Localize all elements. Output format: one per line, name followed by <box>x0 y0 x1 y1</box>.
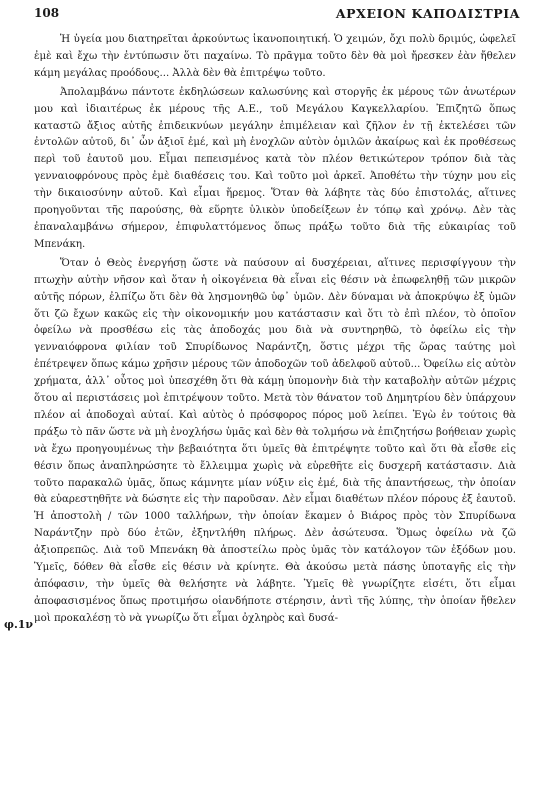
page-header <box>34 6 520 24</box>
page-number: 108 <box>34 6 60 20</box>
paragraph-3: Ὅταν ὁ Θεὸς ἐνεργήσῃ ὥστε νὰ παύσουν αἱ δυσχέρειαι, αἵτινες περισφίγγουν τὴν πτωχὴν αὐτὴν νῆσον καὶ ὅταν ἡ οἰκογένεια θὰ εἶναι εἰς θέσιν νὰ ἐπωφεληθῇ τῶν μικρῶν αὐτῆς πόρων, ἐλπίζω ὅτι δὲν θὰ λησμονηθῶ ὑφ᾽ ὑμῶν. Δὲν δύναμαι νὰ ἀποκρύψω ἐξ ὑμῶν ὅτι ζῶ ἔχων κακῶς εἰς τὴν οἰκονομικήν μου κατάστασιν καὶ ὅτι τὸ ἐπὶ πλέον, τὸ ὁποῖον ὀφείλω νὰ προσθέσω εἰς τὰς ἀποδοχάς μου διὰ νὰ συντηρηθῶ, τὸ ὀφείλω εἰς τὴν γενναιόφρονα φιλίαν τοῦ Σπυρίδωνος Ναράντζη, ὅστις μέχρι τῆς ὥρας ταύτης μοὶ ἐπέτρεψεν ὅπως κάμω χρῆσιν μέρους τῶν ἀποδοχῶν τοῦ ἀδελφοῦ αὐτοῦ... Ὀφείλω εἰς αὐτὸν χρήματα, ἀλλ᾽ οὗτος μοὶ ὑπεσχέθη ὅτι θὰ κάμῃ ὑπομονὴν διὰ τὴν καταβολὴν αὐτῶν μέχρις ὅτου αἱ περιστάσεις μοὶ ἐπιτρέψουν τοῦτο. Μετὰ τὸν θάνατον τοῦ Δημητρίου δὲν ὑπάρχουν πλέον αἱ ἀποδοχαὶ αὐταί. Καὶ αὐτὸς ὁ πρόσφορος πόρος μοῦ λείπει. Ἐγὼ ἐν τούτοις θὰ πράξω τὸ πᾶν ὥστε νὰ μὴ ἐνοχλήσω ὑμᾶς καὶ δὲν θὰ τολμήσω νὰ ἐπιζητήσω βοήθειαν χωρὶς νὰ ἔχω προηγουμένως τὴν βεβαιότητα ὅτι ὑμεῖς θὰ ἐπιτρέψητε τοῦτο καὶ ὅτι θὰ εἶσθε εἰς θέσιν ὅπως ἀναπληρώσητε τὸ ἔλλειμμα χωρὶς νὰ εὑρεθῆτε εἰς δυσχερῆ κατάστασιν. Διὰ τοῦτο παρακαλῶ ὑμᾶς, ὅπως κάμνητε μίαν νύξιν εἰς ἐμέ, διὰ τῆς ἀπαντήσεως, τὴν ὁποίαν θὰ εὐαρεστηθῆτε νὰ δώσητε εἰς τὴν παροῦσαν. Δὲν εἶμαι διαθέτων πλέον πόρους ἐξ ἑαυτοῦ. Ἡ ἀποστολὴ / τῶν 1000 ταλλήρων, τὴν ὁποίαν ἔκαμεν ὁ Βιάρος πρὸς τὸν Σπυρίδωνα Ναράντζην πρὸ δύο ἐτῶν, ἐξηντλήθη πλήρως. Δὲν ἀσώτευσα. Ὅμως ὀφείλω νὰ ζῶ ἀξιοπρεπῶς. Διὰ τοῦ Μπενάκη θὰ ἀποστείλω πρὸς ὑμᾶς τὸν κατάλογον τῶν ἐξόδων μου. Ὑμεῖς, δόθεν θὰ εἶσθε εἰς θέσιν νὰ κρίνητε. Θὰ ἀκούσω μετὰ πάσης ὑποταγῆς εἰς τὴν ἀπόφασιν, τὴν ὑμεῖς θὰ θελήσητε νὰ λάβητε. Ὑμεῖς θὲ γνωρίζητε εἰσέτι, ὅτι εἶμαι ἀποφασισμένος ὅπως προτιμήσω οἱανδήποτε στέρησιν, ἀντὶ τῆς λύπης, τὴν ὁποίαν ἤθελεν μοὶ προκαλέσῃ τὸ νὰ γνωρίζω ὅτι εἶμαι ὀχληρὸς καὶ δυσά- <box>34 257 516 624</box>
document-body <box>34 32 516 630</box>
folio-margin-note: φ.1ν <box>4 618 34 631</box>
paragraph-1: Ἡ ὑγεία μου διατηρεῖται ἀρκούντως ἱκανοποιητική. Ὁ χειμών, ὄχι πολὺ δριμύς, ὠφελεῖ ἐμὲ καὶ ἔχω τὴν ἐντύπωσιν ὅτι παχαίνω. Τὸ πρᾶγμα τοῦτο δὲν θὰ μοὶ ἤρεσκεν ἐὰν ἤθελεν κάμη μεγάλας προόδους... Ἀλλὰ δὲν θὰ ἐπιτρέψω τοῦτο. <box>34 34 516 79</box>
paragraph-2: Ἀπολαμβάνω πάντοτε ἐκδηλώσεων καλωσύνης καὶ στοργῆς ἐκ μέρους τῶν ἀνωτέρων μου καὶ ἰδιαιτέρως ἐκ μέρους τῆς Α.Ε., τοῦ Μεγάλου Καγκελλαρίου. Ἐπιζητῶ ὅπως καταστῶ ἄξιος αὐτῆς ἐπιδεικνύων μεγάλην ἐπιμέλειαν καὶ ζῆλον ἐν τῇ ἐκτελέσει τῶν ἐντολῶν αὐτοῦ, δι᾽ ὧν ἀξιοῖ ἐμέ, καὶ μὴ ἐνοχλῶν αὐτὸν ὁμιλῶν ἀκαίρως καὶ ἐκ προθέσεως περὶ τοῦ ἑαυτοῦ μου. Εἶμαι πεπεισμένος κατὰ τὸν πλέον θετικώτερον τρόπον διὰ τὰς γενναιοφρόνους πρὸς ἐμὲ διαθέσεις του. Καὶ τοῦτο μοὶ ἀρκεῖ. Ἀποθέτω τὴν τύχην μου εἰς τὴν δικαιοσύνην αὐτοῦ. Καὶ εἶμαι ἥρεμος. Ὅταν θὰ λάβητε τὰς δύο ἐπιστολάς, αἵτινες προηγοῦνται τῆς παρούσης, θὰ εὕρητε ὑλικὸν ὑποδείξεων ἐν τόπῳ καὶ χρόνῳ. Δὲν τὰς ἐπαναλαμβάνω σήμερον, ἐπιφυλαττόμενος ὅπως πράξω τοῦτο διὰ τῆς εὐκαιρίας τοῦ Μπενάκη. <box>34 86 516 250</box>
running-title: ΑΡΧΕΙΟΝ ΚΑΠΟΔΙΣΤΡΙΑ <box>335 6 520 21</box>
